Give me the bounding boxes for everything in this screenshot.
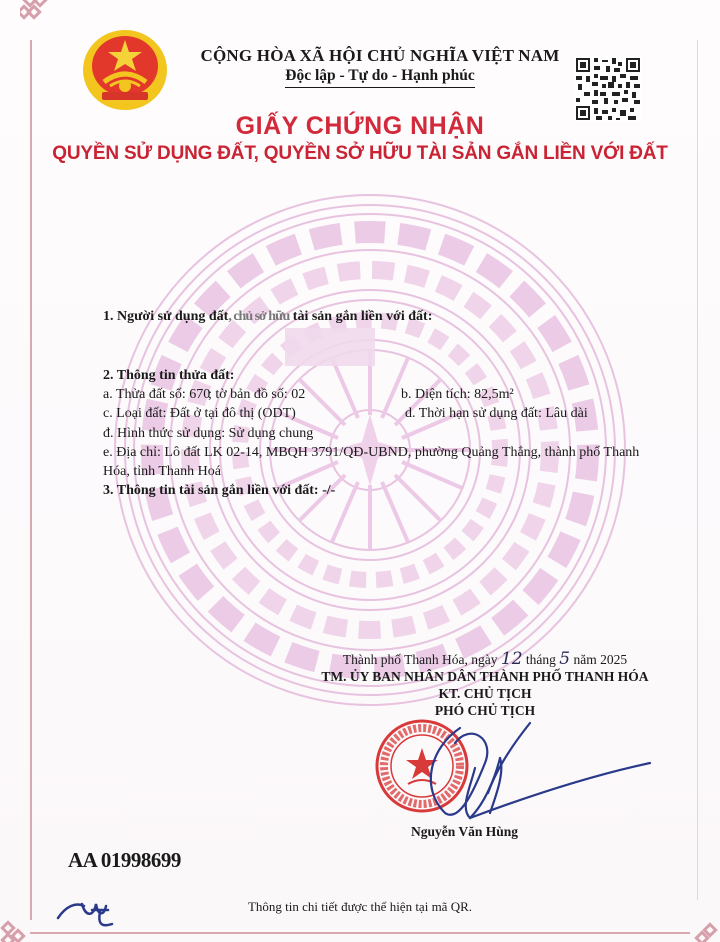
issuing-authority: TM. ỦY BAN NHÂN DÂN THÀNH PHỐ THANH HÓA	[321, 669, 649, 684]
redacted-owner-block	[285, 328, 375, 366]
signature-block	[290, 651, 680, 719]
nation-motto: Độc lập - Tự do - Hạnh phúc	[285, 66, 474, 88]
issue-month: 5	[559, 649, 571, 669]
land-area: b. Diện tích: 82,5m²	[401, 387, 514, 402]
section2-heading: 2. Thông tin thửa đất:	[103, 368, 235, 383]
address-line-2: Hóa, tỉnh Thanh Hoá	[103, 464, 221, 479]
parcel-number: a. Thửa đất số: 670	[103, 387, 211, 402]
section1-heading	[103, 308, 432, 326]
left-border	[30, 40, 32, 920]
section1-label-end: tài sản gắn liền với đất:	[289, 309, 433, 324]
month-label: tháng	[522, 652, 560, 667]
signer-role-1: KT. CHỦ TỊCH	[438, 686, 532, 701]
qr-footnote: Thông tin chi tiết được thể hiện tại mã QR.	[247, 899, 473, 914]
issue-date	[290, 651, 680, 668]
usage-term: d. Thời hạn sử dụng đất: Lâu dài	[405, 406, 588, 421]
year-label: năm 2025	[570, 652, 628, 667]
date-prefix: Thành phố Thanh Hóa, ngày	[342, 652, 501, 667]
national-header	[150, 46, 610, 88]
handwritten-signature-icon	[400, 718, 660, 828]
map-sheet-number: ; tờ bản đồ số: 02	[208, 387, 306, 402]
right-border	[697, 40, 698, 900]
certificate-title: GIẤY CHỨNG NHẬN	[235, 112, 485, 140]
certificate-subtitle: QUYỀN SỬ DỤNG ĐẤT, QUYỀN SỞ HỮU TÀI SẢN GẮN LIỀN VỚI ĐẤT	[52, 143, 668, 164]
section1-label-start: 1. Người sử dụng đất	[103, 309, 229, 324]
certificate-serial-number: AA 01998699	[68, 848, 181, 872]
usage-form: đ. Hình thức sử dụng: Sử dụng chung	[103, 426, 314, 441]
signer-name: Nguyễn Văn Hùng	[411, 824, 519, 839]
issue-day: 12	[500, 649, 523, 669]
nation-title: CỘNG HÒA XÃ HỘI CHỦ NGHĨA VIỆT NAM	[200, 46, 560, 65]
bottom-border	[30, 932, 690, 934]
section1-label-obscured: , chủ sở hữu	[228, 309, 290, 324]
signer-role-2: PHÓ CHỦ TỊCH	[434, 703, 536, 718]
corner-ornament-icon	[20, 0, 60, 40]
section3-heading: 3. Thông tin tài sản gắn liền với đất: -/-	[103, 483, 336, 498]
land-type: c. Loại đất: Đất ở tại đô thị (ODT)	[103, 406, 296, 421]
address-line-1: e. Địa chỉ: Lô đất LK 02-14, MBQH 3791/QĐ-UBND, phường Quảng Thắng, thành phố Thanh	[103, 445, 640, 460]
